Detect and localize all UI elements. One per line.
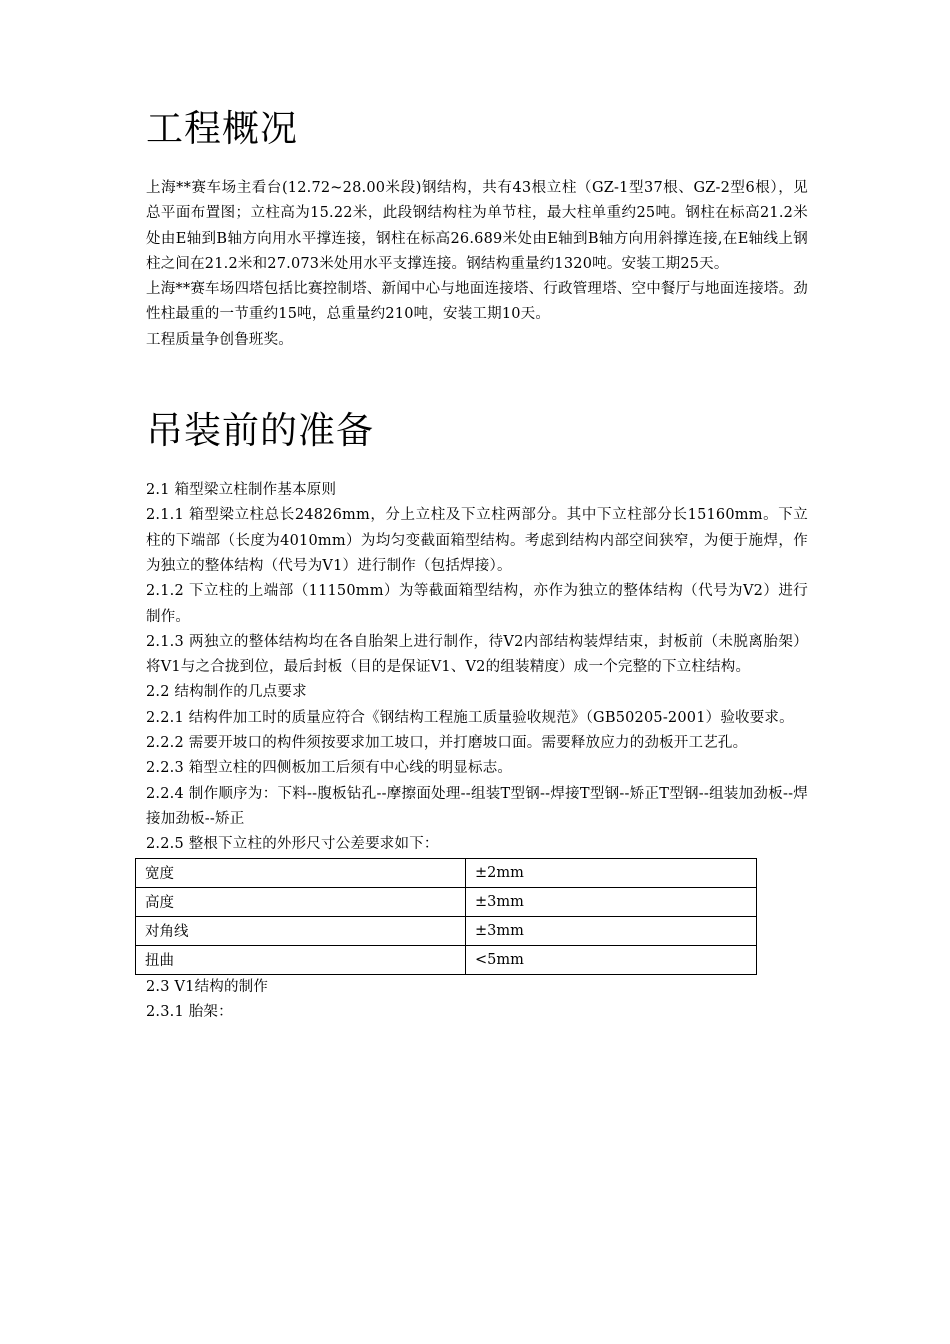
table-cell-item: 高度 [136, 887, 466, 916]
table-row [136, 945, 757, 974]
table-cell-tolerance: ±3mm [466, 916, 757, 945]
section-heading-preparation: 吊装前的准备 [146, 409, 374, 453]
overview-paragraph-2: 上海**赛车场四塔包括比赛控制塔、新闻中心与地面连接塔、行政管理塔、空中餐厅与地面连接塔。劲性柱最重的一节重约15吨，总重量约210吨，安装工期10天。 [146, 281, 808, 323]
prep-item-2-1-1: 2.1.1 箱型梁立柱总长24826mm，分上立柱及下立柱两部分。其中下立柱部分长15160mm。下立柱的下端部（长度为4010mm）为均匀变截面箱型结构。考虑到结构内部空间狭窄，为便于施焊，作为独立的整体结构（代号为V1）进行制作（包括焊接）。 [146, 507, 808, 574]
tolerance-table [135, 858, 757, 975]
prep-item-2-2-2: 2.2.2 需要开坡口的构件须按要求加工坡口，并打磨坡口面。需要释放应力的劲板开工艺孔。 [146, 735, 748, 752]
table-cell-tolerance: <5mm [466, 945, 757, 974]
overview-paragraph-1: 上海**赛车场主看台(12.72~28.00米段)钢结构，共有43根立柱（GZ-1型37根、GZ-2型6根），见总平面布置图；立柱高为15.22米，此段钢结构柱为单节柱，最大柱单重约25吨。钢柱在标高21.2米处由E轴到B轴方向用水平撑连接，钢柱在标高26.689米处由E轴到B轴方向用斜撑连接,在E轴线上钢柱之间在21.2米和27.073米处用水平支撑连接。钢结构重量约1320吨。安装工期25天。 [146, 180, 808, 272]
item-2-3: 2.3 V1结构的制作 [146, 978, 269, 995]
prep-item-2-2-4: 2.2.4 制作顺序为：下料--腹板钻孔--摩擦面处理--组装T型钢--焊接T型钢--矫正T型钢--组装加劲板--焊接加劲板--矫正 [146, 785, 808, 827]
table-row [136, 858, 757, 887]
table-row [136, 916, 757, 945]
table-row [136, 887, 757, 916]
prep-item-2-1-3: 2.1.3 两独立的整体结构均在各自胎架上进行制作，待V2内部结构装焊结束，封板前（未脱离胎架）将V1与之合拢到位，最后封板（目的是保证V1、V2的组装精度）成一个完整的下立柱结构。 [146, 633, 808, 676]
prep-item-2-1-2: 2.1.2 下立柱的上端部（11150mm）为等截面箱型结构，亦作为独立的整体结构（代号为V2）进行制作。 [146, 583, 808, 625]
document-content [146, 100, 808, 1025]
prep-item-2-2: 2.2 结构制作的几点要求 [146, 684, 307, 701]
prep-item-2-2-1: 2.2.1 结构件加工时的质量应符合《钢结构工程施工质量验收规范》（GB50205-2001）验收要求。 [146, 709, 794, 726]
overview-paragraph-3: 工程质量争创鲁班奖。 [146, 331, 293, 348]
table-cell-tolerance: ±2mm [466, 858, 757, 887]
table-cell-tolerance: ±3mm [466, 887, 757, 916]
item-2-3-1: 2.3.1 胎架： [146, 1003, 233, 1020]
prep-item-2-2-3: 2.2.3 箱型立柱的四侧板加工后须有中心线的明显标志。 [146, 760, 513, 777]
table-cell-item: 扭曲 [136, 945, 466, 974]
table-cell-item: 宽度 [136, 858, 466, 887]
prep-item-2-1: 2.1 箱型梁立柱制作基本原则 [146, 482, 337, 499]
table-cell-item: 对角线 [136, 916, 466, 945]
section-heading-overview: 工程概况 [146, 107, 298, 150]
prep-item-2-2-5: 2.2.5 整根下立柱的外形尺寸公差要求如下： [146, 836, 439, 853]
